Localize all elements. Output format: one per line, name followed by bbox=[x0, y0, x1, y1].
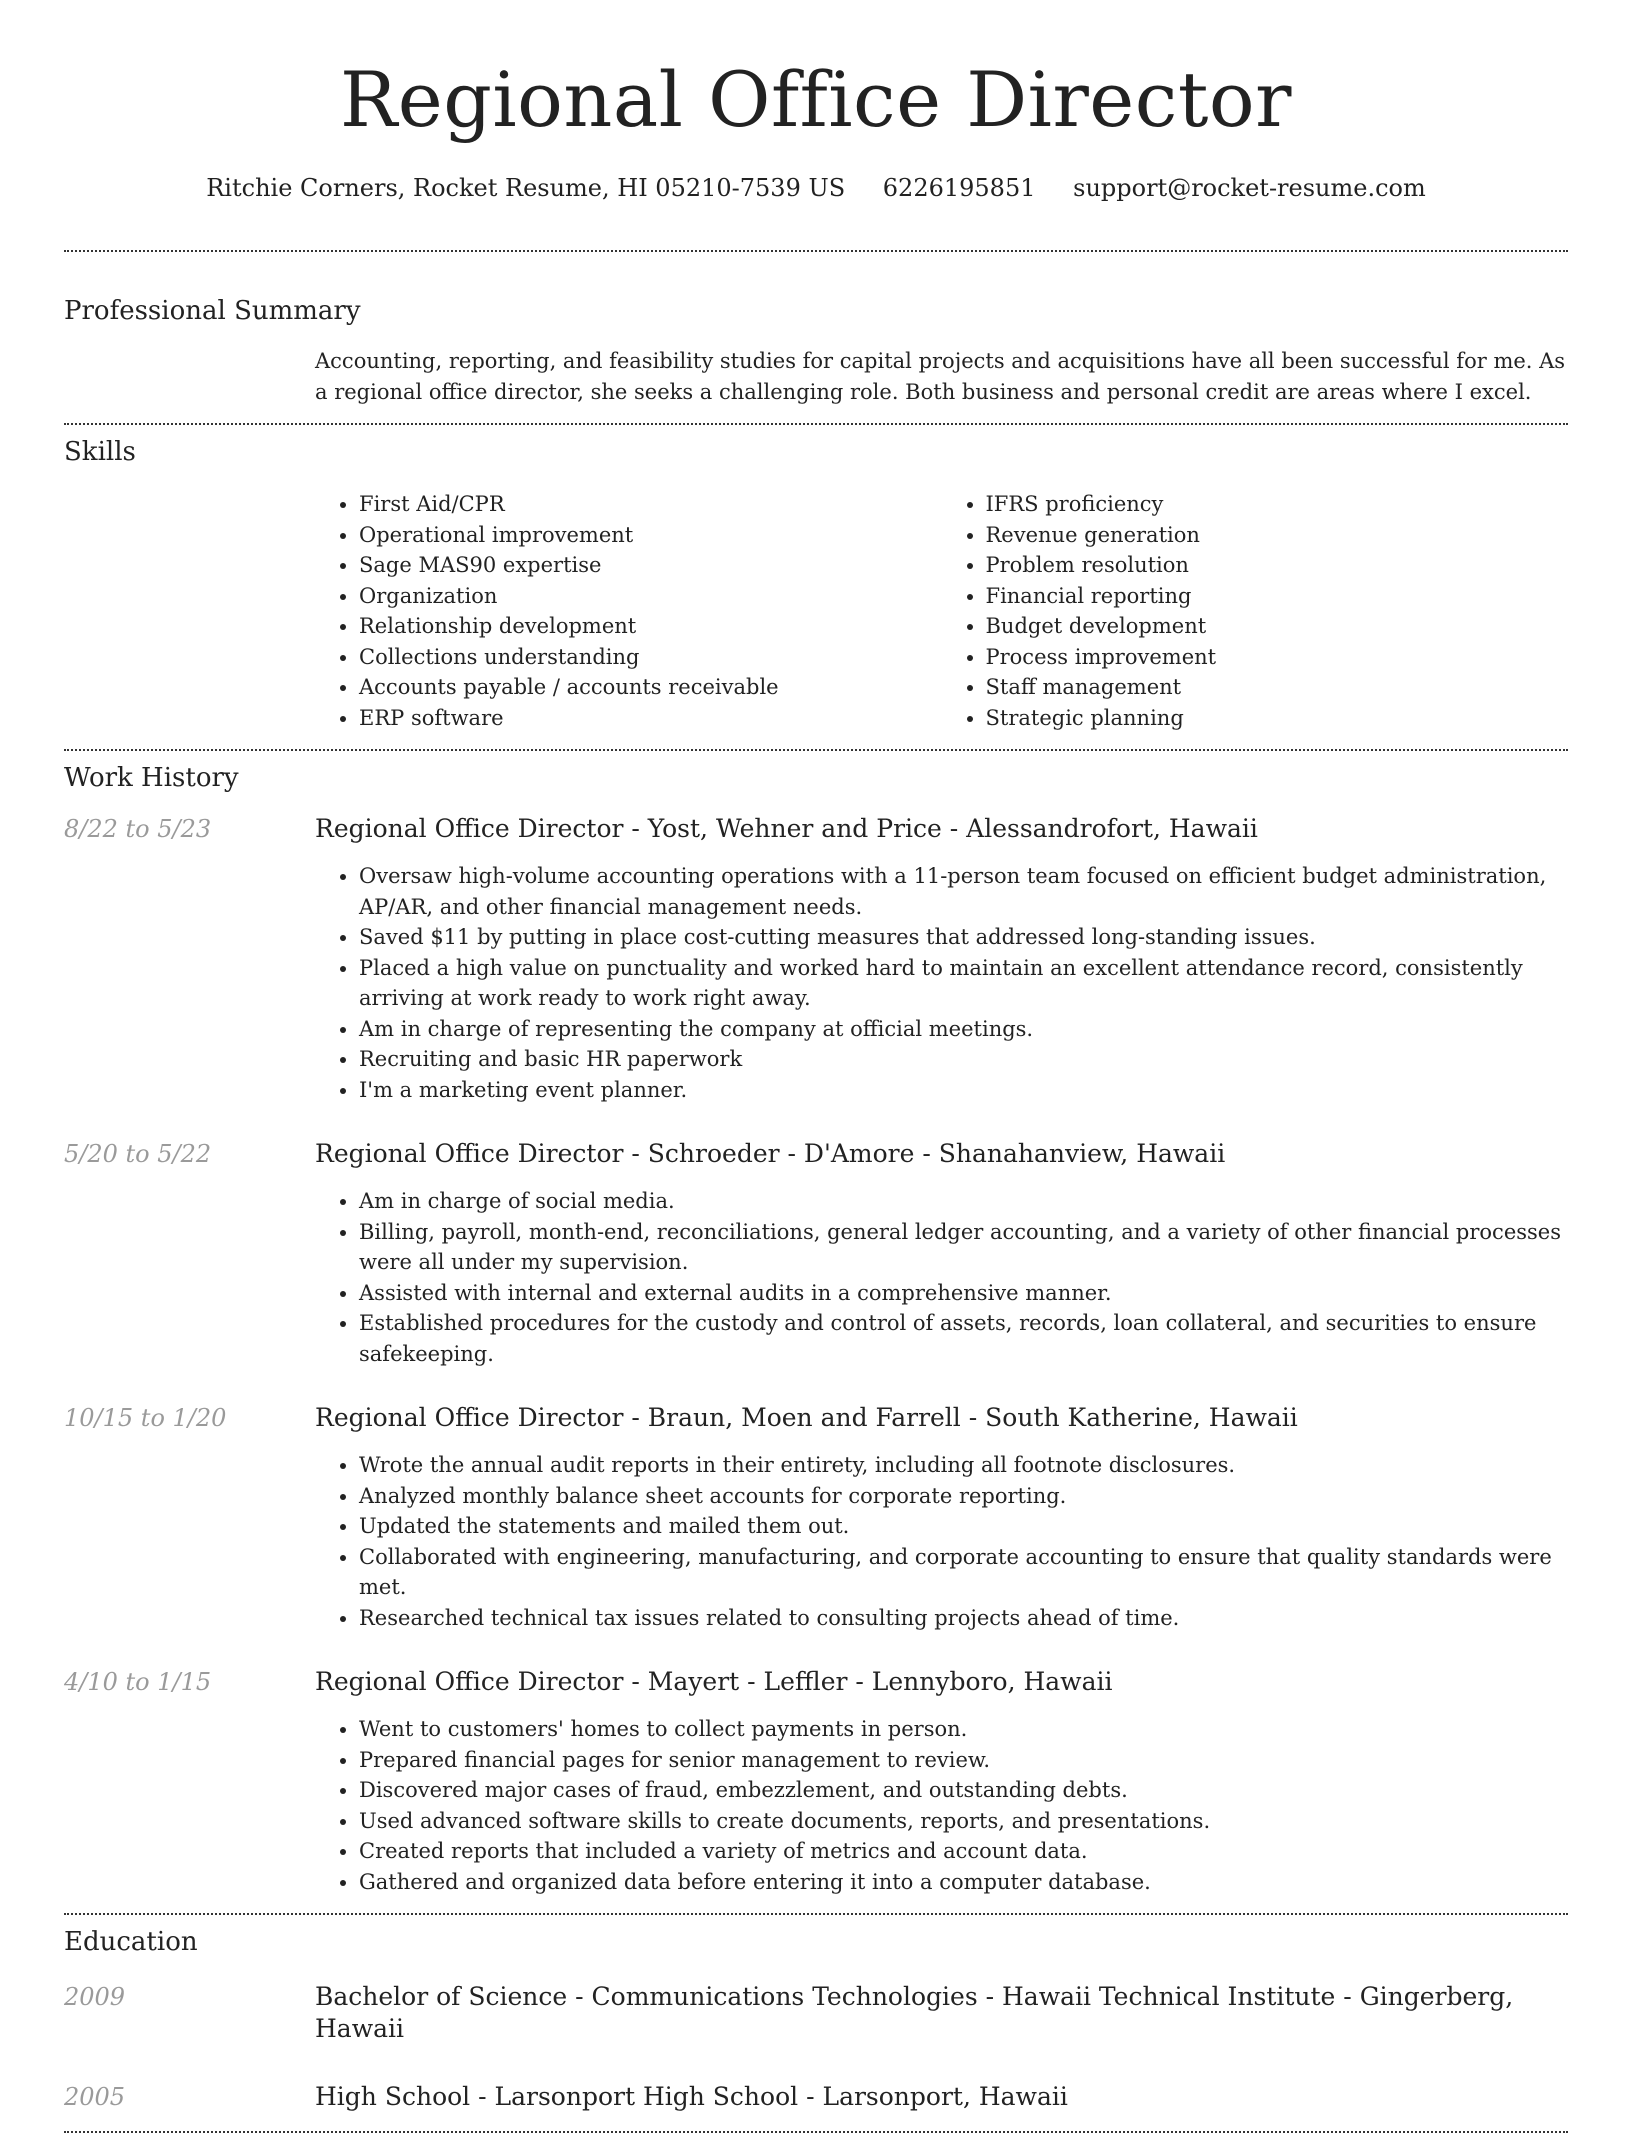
job-entry bbox=[64, 1666, 1568, 1897]
skill-item: • Sage MAS90 expertise bbox=[359, 550, 942, 581]
skills-section bbox=[64, 425, 1568, 733]
job-main bbox=[315, 1666, 1568, 1897]
summary-body bbox=[315, 346, 1568, 407]
job-bullet: • Established procedures for the custody and control of assets, records, loan collateral, and securities to ensure safekeeping. bbox=[359, 1308, 1568, 1369]
job-entry bbox=[64, 1138, 1568, 1369]
job-dates: 8/22 to 5/23 bbox=[64, 815, 212, 843]
job-bullet: • Collaborated with engineering, manufacturing, and corporate accounting to ensure that quality standards were met. bbox=[359, 1542, 1568, 1603]
contact-address: Ritchie Corners, Rocket Resume, HI 05210-7539 US bbox=[206, 174, 846, 202]
job-title: Regional Office Director - Schroeder - D'Amore - Shanahanview, Hawaii bbox=[315, 1139, 1226, 1168]
job-bullet: • Used advanced software skills to create documents, reports, and presentations. bbox=[359, 1806, 1568, 1837]
job-bullet: • Assisted with internal and external audits in a comprehensive manner. bbox=[359, 1278, 1568, 1309]
job-bullet: • Updated the statements and mailed them out. bbox=[359, 1511, 1568, 1542]
resume-page bbox=[64, 0, 1568, 2133]
skill-item: • Staff management bbox=[986, 672, 1569, 703]
skills-list-right bbox=[942, 489, 1569, 733]
skill-item: • Operational improvement bbox=[359, 520, 942, 551]
job-bullet: • Am in charge of representing the company at official meetings. bbox=[359, 1014, 1568, 1045]
education-title: Bachelor of Science - Communications Technologies - Hawaii Technical Institute - Gingerberg, Hawaii bbox=[315, 1982, 1514, 2043]
education-section bbox=[64, 1915, 1568, 2113]
job-bullets bbox=[315, 1714, 1568, 1897]
contact-phone: 6226195851 bbox=[882, 174, 1036, 202]
skill-item: • Revenue generation bbox=[986, 520, 1569, 551]
job-bullet: • Billing, payroll, month-end, reconciliations, general ledger accounting, and a variety of other financial processes were all under my supervision. bbox=[359, 1217, 1568, 1278]
job-title: Regional Office Director - Braun, Moen and Farrell - South Katherine, Hawaii bbox=[315, 1403, 1298, 1432]
skill-item: • IFRS proficiency bbox=[986, 489, 1569, 520]
job-bullet: • Discovered major cases of fraud, embezzlement, and outstanding debts. bbox=[359, 1775, 1568, 1806]
job-main bbox=[315, 1402, 1568, 1633]
job-dates: 4/10 to 1/15 bbox=[64, 1668, 212, 1696]
skill-item: • Relationship development bbox=[359, 611, 942, 642]
summary-section bbox=[64, 252, 1568, 407]
job-dates: 10/15 to 1/20 bbox=[64, 1404, 227, 1432]
education-heading: Education bbox=[64, 1927, 198, 1957]
education-entry bbox=[64, 2081, 1568, 2113]
job-main bbox=[315, 813, 1568, 1105]
job-bullet: • Recruiting and basic HR paperwork bbox=[359, 1044, 1568, 1075]
summary-text: Accounting, reporting, and feasibility studies for capital projects and acquisitions have all been successful for me. As a regional office director, she seeks a challenging role. Both business and personal credit are areas where I excel. bbox=[315, 349, 1566, 404]
contact-email: support@rocket-resume.com bbox=[1073, 174, 1426, 202]
education-main bbox=[315, 1981, 1568, 2045]
skills-heading: Skills bbox=[64, 437, 136, 467]
job-bullet: • Gathered and organized data before entering it into a computer database. bbox=[359, 1867, 1568, 1898]
skill-item: • Accounts payable / accounts receivable bbox=[359, 672, 942, 703]
job-main bbox=[315, 1138, 1568, 1369]
job-title: Regional Office Director - Mayert - Leffler - Lennyboro, Hawaii bbox=[315, 1667, 1113, 1696]
education-year: 2009 bbox=[64, 1983, 126, 2011]
job-bullets bbox=[315, 1450, 1568, 1633]
skill-item: • First Aid/CPR bbox=[359, 489, 942, 520]
skill-item: • Financial reporting bbox=[986, 581, 1569, 612]
job-bullet: • Am in charge of social media. bbox=[359, 1186, 1568, 1217]
job-bullet: • Went to customers' homes to collect payments in person. bbox=[359, 1714, 1568, 1745]
education-entry bbox=[64, 1981, 1568, 2045]
job-bullet: • Analyzed monthly balance sheet accounts for corporate reporting. bbox=[359, 1481, 1568, 1512]
work-heading: Work History bbox=[64, 763, 239, 793]
education-title: High School - Larsonport High School - Larsonport, Hawaii bbox=[315, 2082, 1068, 2111]
job-bullet: • I'm a marketing event planner. bbox=[359, 1075, 1568, 1106]
job-dates: 5/20 to 5/22 bbox=[64, 1140, 212, 1168]
skill-item: • Strategic planning bbox=[986, 703, 1569, 734]
work-section bbox=[64, 751, 1568, 1897]
summary-heading: Professional Summary bbox=[64, 296, 361, 326]
job-bullets bbox=[315, 1186, 1568, 1369]
job-bullet: • Researched technical tax issues related to consulting projects ahead of time. bbox=[359, 1603, 1568, 1634]
job-bullet: • Wrote the annual audit reports in their entirety, including all footnote disclosures. bbox=[359, 1450, 1568, 1481]
education-main bbox=[315, 2081, 1568, 2113]
job-entry bbox=[64, 1402, 1568, 1633]
job-entry bbox=[64, 813, 1568, 1105]
job-bullet: • Saved $11 by putting in place cost-cutting measures that addressed long-standing issues. bbox=[359, 922, 1568, 953]
job-bullet: • Oversaw high-volume accounting operations with a 11-person team focused on efficient budget administration, AP/AR, and other financial management needs. bbox=[359, 861, 1568, 922]
skills-grid bbox=[315, 489, 1568, 733]
skill-item: • Collections understanding bbox=[359, 642, 942, 673]
contact-line bbox=[64, 172, 1568, 204]
job-bullet: • Prepared financial pages for senior management to review. bbox=[359, 1745, 1568, 1776]
skill-item: • Process improvement bbox=[986, 642, 1569, 673]
job-bullets bbox=[315, 861, 1568, 1105]
skill-item: • Problem resolution bbox=[986, 550, 1569, 581]
skill-item: • Organization bbox=[359, 581, 942, 612]
job-bullet: • Created reports that included a variety of metrics and account data. bbox=[359, 1836, 1568, 1867]
job-title: Regional Office Director - Yost, Wehner and Price - Alessandrofort, Hawaii bbox=[315, 814, 1258, 843]
job-bullet: • Placed a high value on punctuality and worked hard to maintain an excellent attendance record, consistently arriving at work ready to work right away. bbox=[359, 953, 1568, 1014]
skills-list-left bbox=[315, 489, 942, 733]
skill-item: • Budget development bbox=[986, 611, 1569, 642]
education-year: 2005 bbox=[64, 2083, 126, 2111]
resume-title: Regional Office Director bbox=[340, 55, 1292, 144]
skill-item: • ERP software bbox=[359, 703, 942, 734]
